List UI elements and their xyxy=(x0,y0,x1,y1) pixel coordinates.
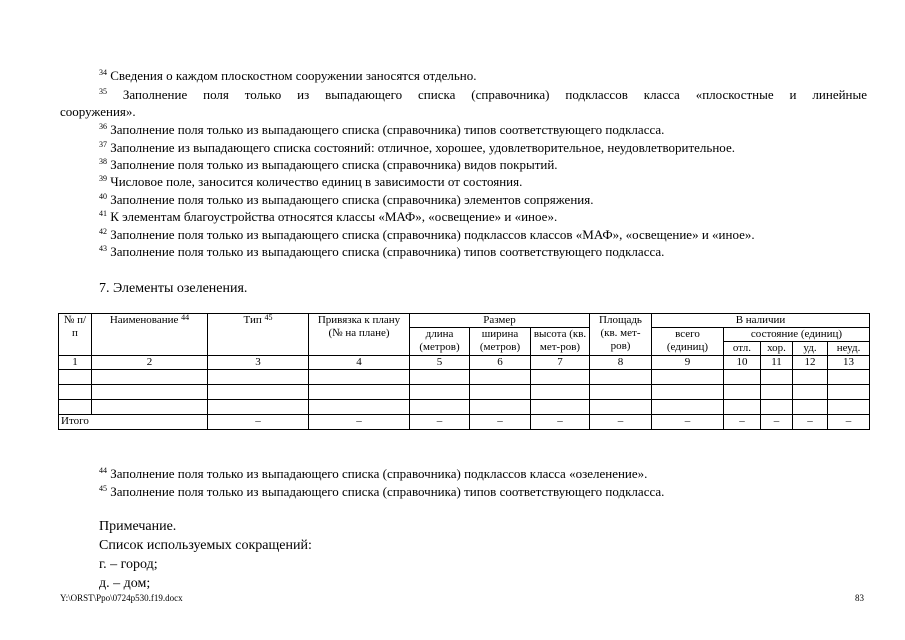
empty-cell xyxy=(410,385,470,400)
empty-cell xyxy=(590,370,652,385)
column-number-row xyxy=(59,356,870,370)
total-dash: – xyxy=(590,415,652,430)
footnote-41: $^{41}$ К элементам благоустройства относятся классы «МАФ», «освещение» и «иное». xyxy=(99,209,558,224)
col-num: 11 xyxy=(761,356,793,370)
empty-cell xyxy=(793,400,828,415)
empty-cell xyxy=(590,400,652,415)
abbreviations-heading: Список используемых сокращений: xyxy=(99,538,312,553)
col-num: 1 xyxy=(59,356,92,370)
col-num: 6 xyxy=(470,356,531,370)
empty-cell xyxy=(828,385,870,400)
col-num: 7 xyxy=(531,356,590,370)
empty-cell xyxy=(309,370,410,385)
col-num: 8 xyxy=(590,356,652,370)
empty-cell xyxy=(92,385,208,400)
col-num: 13 xyxy=(828,356,870,370)
col-num: 2 xyxy=(92,356,208,370)
col-num: 9 xyxy=(652,356,724,370)
empty-cell xyxy=(828,370,870,385)
empty-cell xyxy=(531,385,590,400)
total-dash: – xyxy=(724,415,761,430)
total-dash: – xyxy=(828,415,870,430)
greenery-elements-table xyxy=(58,313,870,430)
empty-cell xyxy=(761,370,793,385)
header-unsatisfactory: неуд. xyxy=(828,342,870,356)
empty-cell xyxy=(761,385,793,400)
header-plan-reference: Привязка к плану (№ на плане) xyxy=(309,314,410,356)
footnote-38: $^{38}$ Заполнение поля только из выпадающего списка (справочника) видов покрытий. xyxy=(99,157,558,172)
footnote-36: $^{36}$ Заполнение поля только из выпадающего списка (справочника) типов соответствующего подкласса. xyxy=(99,122,665,137)
note-heading: Примечание. xyxy=(99,519,177,534)
header-size: Размер xyxy=(410,314,590,328)
total-dash: – xyxy=(652,415,724,430)
empty-cell xyxy=(208,370,309,385)
header-total-units: всего (единиц) xyxy=(652,328,724,356)
total-dash: – xyxy=(531,415,590,430)
header-length: длина (метров) xyxy=(410,328,470,356)
footnote-35: $^{35}$ Заполнение поля только из выпадающего списка (справочника) подклассов класса «плоскостные и линейные xyxy=(99,87,868,102)
empty-cell xyxy=(208,385,309,400)
empty-cell xyxy=(652,370,724,385)
empty-cell xyxy=(761,400,793,415)
empty-cell xyxy=(724,370,761,385)
empty-cell xyxy=(470,370,531,385)
header-good: хор. xyxy=(761,342,793,356)
total-dash: – xyxy=(761,415,793,430)
total-dash: – xyxy=(793,415,828,430)
empty-cell xyxy=(470,385,531,400)
header-condition: состояние (единиц) xyxy=(724,328,870,342)
abbreviation-item: г. – город; xyxy=(99,557,158,572)
empty-cell xyxy=(590,385,652,400)
empty-cell xyxy=(59,385,92,400)
abbreviation-item: д. – дом; xyxy=(99,576,151,591)
table-row xyxy=(59,400,870,415)
empty-cell xyxy=(309,400,410,415)
footnote-40: $^{40}$ Заполнение поля только из выпадающего списка (справочника) элементов сопряжения. xyxy=(99,192,594,207)
footnote-34: $^{34}$ Сведения о каждом плоскостном сооружении заносятся отдельно. xyxy=(99,68,477,83)
header-availability: В наличии xyxy=(652,314,870,328)
col-num: 4 xyxy=(309,356,410,370)
empty-cell xyxy=(59,370,92,385)
total-label: Итого xyxy=(59,415,208,430)
empty-cell xyxy=(724,385,761,400)
total-dash: – xyxy=(410,415,470,430)
empty-cell xyxy=(470,400,531,415)
total-row xyxy=(59,415,870,430)
notes-block xyxy=(99,517,312,593)
section-title: 7. Элементы озеленения. xyxy=(99,281,248,296)
footnote-39: $^{39}$ Числовое поле, заносится количество единиц в зависимости от состояния. xyxy=(99,174,523,189)
header-no: № п/п xyxy=(59,314,92,356)
empty-cell xyxy=(92,400,208,415)
header-name: Наименование $^{44}$ xyxy=(92,314,208,356)
footnote-42: $^{42}$ Заполнение поля только из выпадающего списка (справочника) подклассов классов «МАФ», «освещение» и «иное». xyxy=(99,227,755,242)
col-num: 5 xyxy=(410,356,470,370)
empty-cell xyxy=(652,400,724,415)
empty-cell xyxy=(531,370,590,385)
empty-cell xyxy=(793,385,828,400)
empty-cell xyxy=(309,385,410,400)
header-height: высота (кв. мет-ров) xyxy=(531,328,590,356)
table-row xyxy=(59,385,870,400)
col-num: 3 xyxy=(208,356,309,370)
empty-cell xyxy=(793,370,828,385)
header-type: Тип $^{45}$ xyxy=(208,314,309,356)
total-dash: – xyxy=(470,415,531,430)
total-dash: – xyxy=(309,415,410,430)
empty-cell xyxy=(531,400,590,415)
empty-cell xyxy=(724,400,761,415)
total-dash: – xyxy=(208,415,309,430)
empty-cell xyxy=(92,370,208,385)
empty-cell xyxy=(208,400,309,415)
footnote-43: $^{43}$ Заполнение поля только из выпадающего списка (справочника) типов соответствующего подкласса. xyxy=(99,244,665,259)
empty-cell xyxy=(59,400,92,415)
footnote-44: $^{44}$ Заполнение поля только из выпадающего списка (справочника) подклассов класса «озеленение». xyxy=(99,466,648,481)
header-satisfactory: уд. xyxy=(793,342,828,356)
empty-cell xyxy=(410,370,470,385)
footer-file-path: Y:\ORST\Ppo\0724p530.f19.docx xyxy=(60,593,183,603)
table-header-row-1 xyxy=(59,314,870,328)
header-area: Площадь (кв. мет-ров) xyxy=(590,314,652,356)
col-num: 10 xyxy=(724,356,761,370)
table-row xyxy=(59,370,870,385)
empty-cell xyxy=(828,400,870,415)
header-width: ширина (метров) xyxy=(470,328,531,356)
empty-cell xyxy=(410,400,470,415)
footnote-45: $^{45}$ Заполнение поля только из выпадающего списка (справочника) типов соответствующего подкласса. xyxy=(99,484,665,499)
footnote-37: $^{37}$ Заполнение из выпадающего списка состояний: отличное, хорошее, удовлетворительное, неудовлетворительное. xyxy=(99,140,735,155)
page-number: 83 xyxy=(855,593,864,603)
footnote-35-continuation: сооружения». xyxy=(60,104,136,119)
col-num: 12 xyxy=(793,356,828,370)
empty-cell xyxy=(652,385,724,400)
header-excellent: отл. xyxy=(724,342,761,356)
